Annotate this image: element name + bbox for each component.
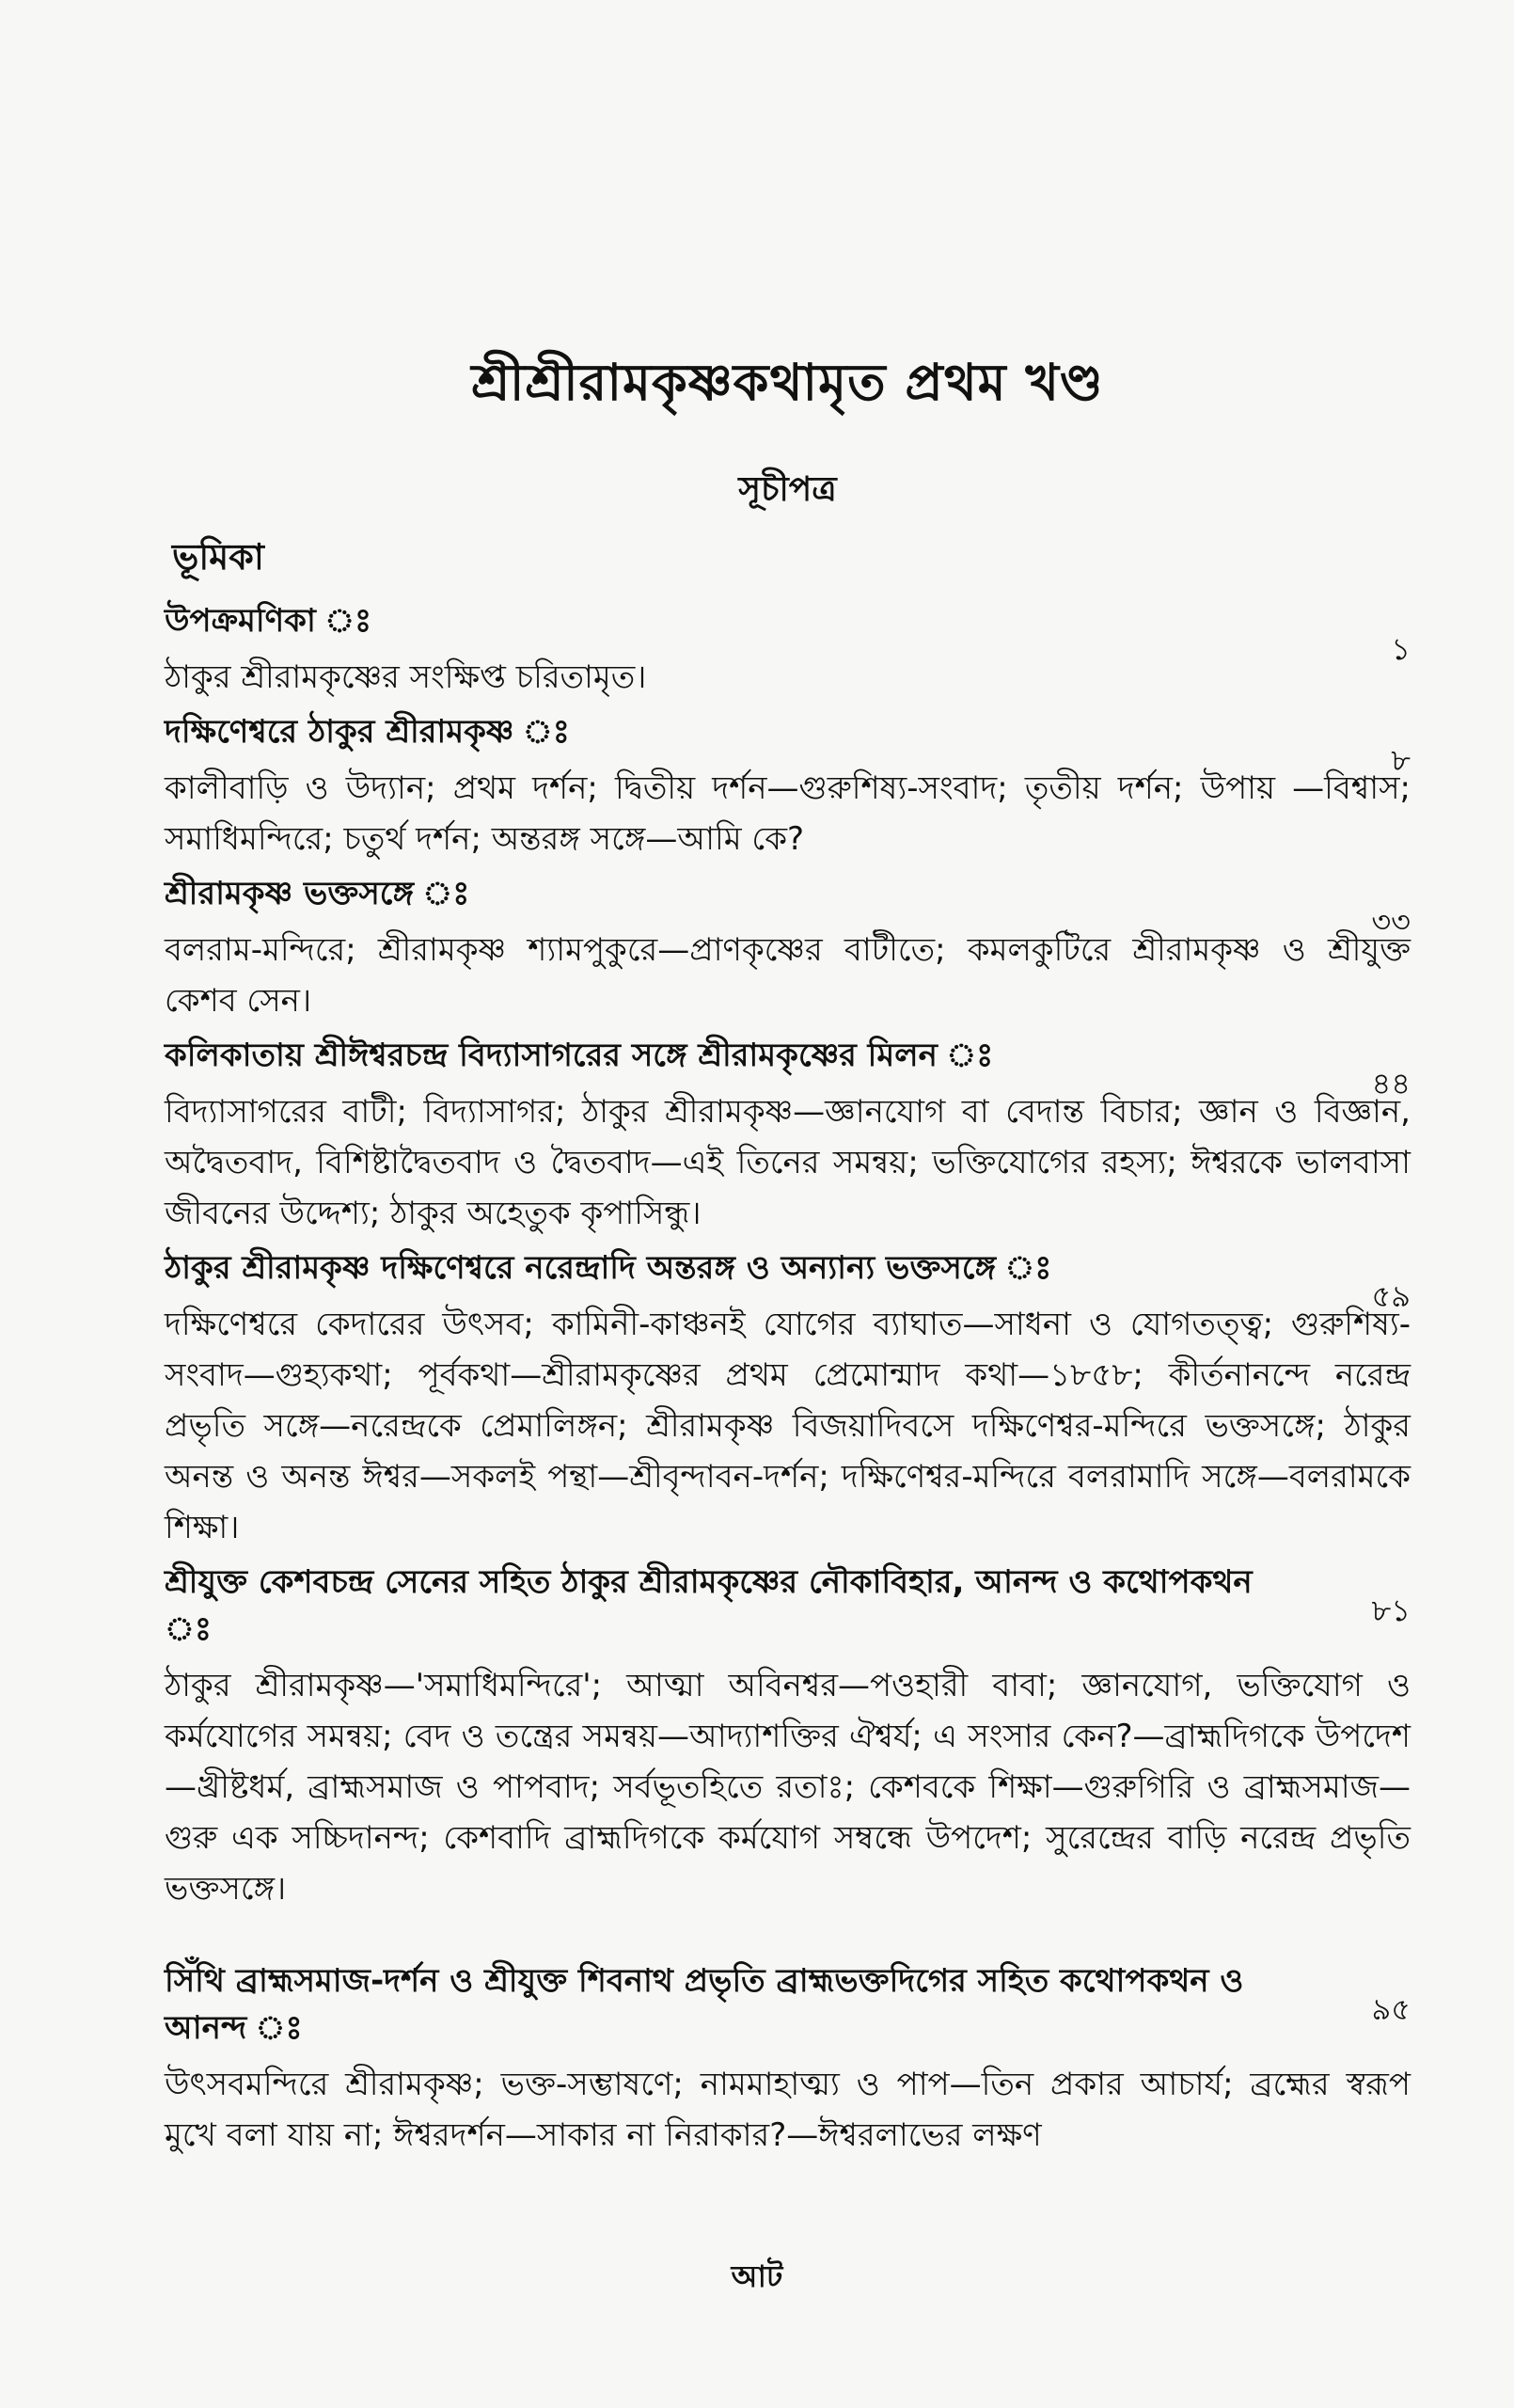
toc-entry-summary: ঠাকুর শ্রীরামকৃষ্ণের সংক্ষিপ্ত চরিতামৃত। — [165, 658, 647, 696]
toc-entry-title: ঠাকুর শ্রীরামকৃষ্ণ দক্ষিণেশ্বরে নরেন্দ্রাদি অন্তরঙ্গ ও অন্যান্য ভক্তসঙ্গে ঃ — [165, 1249, 1052, 1287]
toc-entry-page: ৮ — [1391, 742, 1411, 778]
toc-entry-heading — [165, 1244, 1411, 1314]
toc-entry — [165, 1559, 1411, 1914]
toc-entry — [165, 1957, 1411, 2161]
toc-entry-title: কলিকাতায় শ্রীঈশ্বরচন্দ্র বিদ্যাসাগরের সঙ্গে শ্রীরামকৃষ্ণের মিলন ঃ — [165, 1037, 994, 1074]
contents-heading: সূচীপত্র — [738, 470, 837, 509]
page-number: আট — [731, 2258, 783, 2294]
toc-entry-summary: কালীবাড়ি ও উদ্যান; প্রথম দর্শন; দ্বিতীয় দর্শন—গুরুশিষ্য-সংবাদ; তৃতীয় দর্শন; উপায় —বিশ্বাস; সমাধিমন্দিরে; চতুর্থ দর্শন; অন্তরঙ্গ সঙ্গে—আমি কে? — [165, 769, 1411, 858]
toc-entry-page: ৫৯ — [1371, 1278, 1411, 1314]
preface-entry: ভূমিকা — [172, 536, 264, 578]
section-gap — [165, 1920, 1411, 1957]
toc-entry — [165, 597, 1411, 703]
toc-entry-title: সিঁথি ব্রাহ্মসমাজ-দর্শন ও শ্রীযুক্ত শিবনাথ প্রভৃতি ব্রাহ্মভক্তদিগের সহিত কথোপকথন ও আনন্দ ঃ — [165, 1962, 1244, 2047]
toc-entry-heading — [165, 597, 1411, 667]
toc-entry-heading — [165, 870, 1411, 940]
toc-entry-summary: দক্ষিণেশ্বরে কেদারের উৎসব; কামিনী-কাঞ্চনই যোগের ব্যাঘাত—সাধনা ও যোগতত্ত্ব; গুরুশিষ্য-সংবাদ—গুহ্যকথা; পূর্বকথা—শ্রীরামকৃষ্ণের প্রথম প্রেমোন্মাদ কথা—১৮৫৮; কীর্তনানন্দে নরেন্দ্র প্রভৃতি সঙ্গে—নরেন্দ্রকে প্রেমালিঙ্গন; শ্রীরামকৃষ্ণ বিজয়াদিবসে দক্ষিণেশ্বর-মন্দিরে ভক্তসঙ্গে; ঠাকুর অনন্ত ও অনন্ত ঈশ্বর—সকলই পন্থা—শ্রীবৃন্দাবন-দর্শন; দক্ষিণেশ্বর-মন্দিরে বলরামাদি সঙ্গে—বলরামকে শিক্ষা। — [165, 1306, 1411, 1546]
toc-entry — [165, 870, 1411, 1026]
toc-entry-heading — [165, 1559, 1411, 1653]
toc-entry-title: শ্রীযুক্ত কেশবচন্দ্র সেনের সহিত ঠাকুর শ্রীরামকৃষ্ণের নৌকাবিহার, আনন্দ ও কথোপকথন ঃ — [165, 1563, 1253, 1648]
toc-entry-title: শ্রীরামকৃষ্ণ ভক্তসঙ্গে ঃ — [165, 875, 470, 912]
toc-entry-page: ৮১ — [1371, 1592, 1411, 1628]
toc-entry-title: দক্ষিণেশ্বরে ঠাকুর শ্রীরামকৃষ্ণ ঃ — [165, 713, 570, 751]
toc-entry-page: ৪৪ — [1371, 1066, 1411, 1101]
toc-entry-title: উপক্রমণিকা ঃ — [165, 602, 372, 640]
toc-entry-heading — [165, 708, 1411, 778]
toc-entry-heading — [165, 1032, 1411, 1101]
toc-entry-page: ৩৩ — [1371, 904, 1411, 940]
toc-entry — [165, 1244, 1411, 1553]
toc-entry-summary: ঠাকুর শ্রীরামকৃষ্ণ—'সমাধিমন্দিরে'; আত্মা অবিনশ্বর—পওহারী বাবা; জ্ঞানযোগ, ভক্তিযোগ ও কর্মযোগের সমন্বয়; বেদ ও তন্ত্রের সমন্বয়—আদ্যাশক্তির ঐশ্বর্য; এ সংসার কেন?—ব্রাহ্মদিগকে উপদেশ—খ্রীষ্টধর্ম, ব্রাহ্মসমাজ ও পাপবাদ; সর্বভূতহিতে রতাঃ; কেশবকে শিক্ষা—গুরুগিরি ও ব্রাহ্মসমাজ—গুরু এক সচ্চিদানন্দ; কেশবাদি ব্রাহ্মদিগকে কর্মযোগ সম্বন্ধে উপদেশ; সুরেন্দ্রের বাড়ি নরেন্দ্র প্রভৃতি ভক্তসঙ্গে। — [165, 1667, 1411, 1908]
toc-entry-page: ৯৫ — [1371, 1991, 1411, 2027]
toc-entry-heading — [165, 1957, 1411, 2052]
toc-entry — [165, 1032, 1411, 1239]
toc-entry-page: ১ — [1391, 631, 1411, 667]
toc-entry — [165, 708, 1411, 864]
book-title: শ্রীশ্রীরামকৃষ্ণকথামৃত প্রথম খণ্ড — [471, 353, 1104, 412]
toc-entry-summary: বলরাম-মন্দিরে; শ্রীরামকৃষ্ণ শ্যামপুকুরে—প্রাণকৃষ্ণের বাটীতে; কমলকুটিরে শ্রীরামকৃষ্ণ ও শ্রীযুক্ত কেশব সেন। — [165, 931, 1411, 1020]
toc-entry-summary: উৎসবমন্দিরে শ্রীরামকৃষ্ণ; ভক্ত-সম্ভাষণে; নামমাহাত্ম্য ও পাপ—তিন প্রকার আচার্য; ব্রহ্মের স্বরূপ মুখে বলা যায় না; ঈশ্বরদর্শন—সাকার না নিরাকার?—ঈশ্বরলাভের লক্ষণ — [165, 2066, 1411, 2154]
toc-entry-summary: বিদ্যাসাগরের বাটী; বিদ্যাসাগর; ঠাকুর শ্রীরামকৃষ্ণ—জ্ঞানযোগ বা বেদান্ত বিচার; জ্ঞান ও বিজ্ঞান, অদ্বৈতবাদ, বিশিষ্টাদ্বৈতবাদ ও দ্বৈতবাদ—এই তিনের সমন্বয়; ভক্তিযোগের রহস্য; ঈশ্বরকে ভালবাসা জীবনের উদ্দেশ্য; ঠাকুর অহেতুক কৃপাসিন্ধু। — [165, 1093, 1411, 1232]
